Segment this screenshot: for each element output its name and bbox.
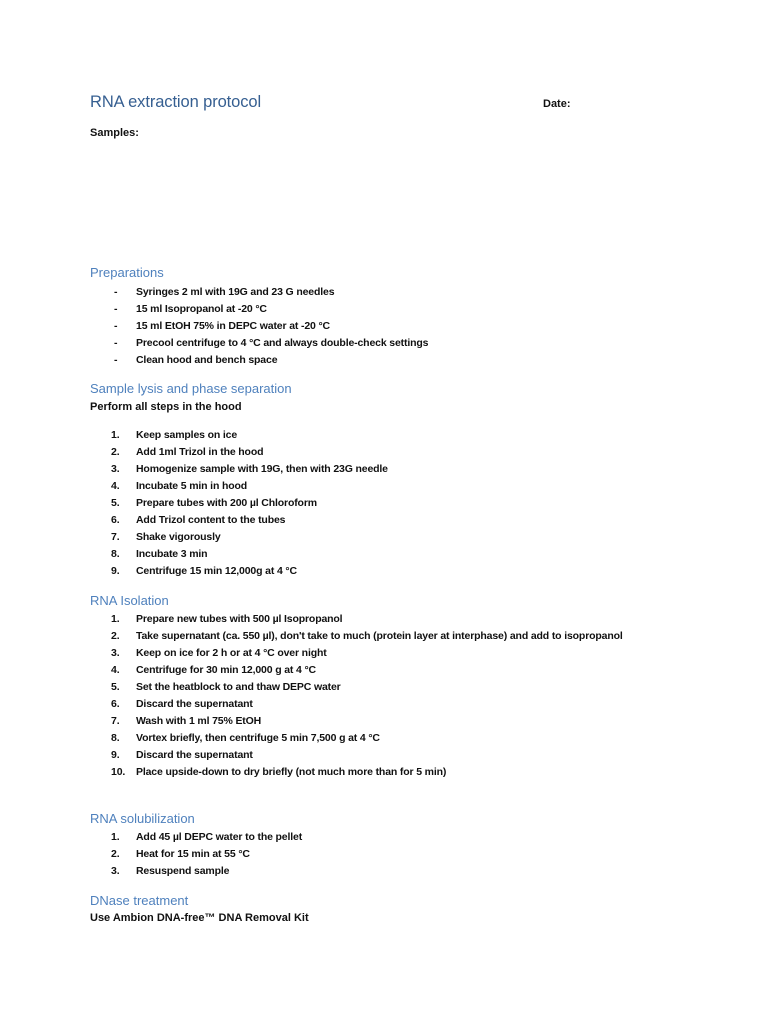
list-marker: 2. xyxy=(111,446,120,458)
list-marker: 3. xyxy=(111,463,120,475)
date-label: Date: xyxy=(543,98,571,110)
list-marker: 3. xyxy=(111,865,120,877)
lysis-steps-list xyxy=(111,427,388,580)
list-item xyxy=(111,512,388,529)
list-item xyxy=(111,730,623,747)
list-item xyxy=(111,679,623,696)
list-item xyxy=(111,747,623,764)
list-marker: 4. xyxy=(111,664,120,676)
list-item-text: Add Trizol content to the tubes xyxy=(136,514,286,526)
section-heading-preparations: Preparations xyxy=(90,265,164,280)
list-marker: 5. xyxy=(111,497,120,509)
section-heading-solubilization: RNA solubilization xyxy=(90,811,195,826)
list-marker: 9. xyxy=(111,749,120,761)
lysis-note: Perform all steps in the hood xyxy=(90,401,242,413)
list-item xyxy=(114,352,428,369)
list-item-text: Syringes 2 ml with 19G and 23 G needles xyxy=(136,286,335,298)
list-marker: 7. xyxy=(111,531,120,543)
list-item-text: Clean hood and bench space xyxy=(136,354,278,366)
list-marker: - xyxy=(114,286,118,298)
list-marker: - xyxy=(114,320,118,332)
list-item-text: Homogenize sample with 19G, then with 23G needle xyxy=(136,463,388,475)
list-marker: - xyxy=(114,354,118,366)
samples-label: Samples: xyxy=(90,127,139,139)
list-item-text: Keep samples on ice xyxy=(136,429,238,441)
list-item xyxy=(111,478,388,495)
list-item xyxy=(111,863,302,880)
list-item xyxy=(114,284,428,301)
list-item xyxy=(111,662,623,679)
list-item xyxy=(111,444,388,461)
list-marker: 8. xyxy=(111,548,120,560)
list-item-text: Take supernatant (ca. 550 µl), don't take to much (protein layer at interphase) and add to isopropanol xyxy=(136,630,623,642)
list-item xyxy=(111,611,623,628)
list-item xyxy=(111,427,388,444)
list-item-text: Centrifuge for 30 min 12,000 g at 4 °C xyxy=(136,664,316,676)
list-item xyxy=(111,846,302,863)
list-marker: 7. xyxy=(111,715,120,727)
list-marker: 6. xyxy=(111,698,120,710)
list-item xyxy=(111,461,388,478)
list-item xyxy=(111,546,388,563)
list-item-text: Discard the supernatant xyxy=(136,698,253,710)
isolation-steps-list xyxy=(111,611,623,781)
list-item xyxy=(111,628,623,645)
list-item xyxy=(114,318,428,335)
list-item-text: Resuspend sample xyxy=(136,865,230,877)
list-item xyxy=(111,495,388,512)
list-item-text: 15 ml EtOH 75% in DEPC water at -20 °C xyxy=(136,320,330,332)
list-item-text: Add 1ml Trizol in the hood xyxy=(136,446,264,458)
list-item-text: Incubate 3 min xyxy=(136,548,208,560)
list-marker: 2. xyxy=(111,630,120,642)
list-item-text: Prepare tubes with 200 µl Chloroform xyxy=(136,497,317,509)
list-item xyxy=(111,696,623,713)
list-item-text: Keep on ice for 2 h or at 4 °C over night xyxy=(136,647,327,659)
section-heading-isolation: RNA Isolation xyxy=(90,593,169,608)
list-marker: - xyxy=(114,303,118,315)
preparations-list xyxy=(114,284,429,369)
list-item-text: Incubate 5 min in hood xyxy=(136,480,248,492)
list-item xyxy=(114,335,429,352)
list-marker: 1. xyxy=(111,613,120,625)
list-marker: - xyxy=(114,337,118,349)
solubilization-steps-list xyxy=(111,829,303,880)
list-marker: 8. xyxy=(111,732,120,744)
list-marker: 1. xyxy=(111,429,120,441)
list-marker: 4. xyxy=(111,480,120,492)
list-marker: 3. xyxy=(111,647,120,659)
list-item-text: Prepare new tubes with 500 µl Isopropanol xyxy=(136,613,343,625)
section-heading-dnase: DNase treatment xyxy=(90,893,189,908)
list-item xyxy=(114,301,428,318)
dnase-note: Use Ambion DNA-free™ DNA Removal Kit xyxy=(90,912,309,924)
list-item-text: Shake vigorously xyxy=(136,531,221,543)
page-title: RNA extraction protocol xyxy=(90,93,262,111)
list-item-text: Wash with 1 ml 75% EtOH xyxy=(136,715,262,727)
list-marker: 5. xyxy=(111,681,120,693)
list-item-text: Centrifuge 15 min 12,000g at 4 °C xyxy=(136,565,297,577)
list-item xyxy=(111,764,623,781)
list-item-text: Vortex briefly, then centrifuge 5 min 7,500 g at 4 °C xyxy=(136,732,380,744)
list-item-text: Add 45 µl DEPC water to the pellet xyxy=(136,831,303,843)
section-heading-lysis: Sample lysis and phase separation xyxy=(90,381,292,396)
list-item xyxy=(111,529,388,546)
list-item-text: Place upside-down to dry briefly (not much more than for 5 min) xyxy=(136,766,447,778)
list-item xyxy=(111,829,303,846)
list-item xyxy=(111,563,388,580)
list-marker: 6. xyxy=(111,514,120,526)
list-item-text: Discard the supernatant xyxy=(136,749,253,761)
list-item-text: 15 ml Isopropanol at -20 °C xyxy=(136,303,267,315)
list-marker: 2. xyxy=(111,848,120,860)
list-item xyxy=(111,713,623,730)
list-item xyxy=(111,645,623,662)
list-item-text: Heat for 15 min at 55 °C xyxy=(136,848,250,860)
list-item-text: Precool centrifuge to 4 °C and always double-check settings xyxy=(136,337,429,349)
list-marker: 10. xyxy=(111,766,126,778)
list-marker: 9. xyxy=(111,565,120,577)
list-item-text: Set the heatblock to and thaw DEPC water xyxy=(136,681,341,693)
list-marker: 1. xyxy=(111,831,120,843)
